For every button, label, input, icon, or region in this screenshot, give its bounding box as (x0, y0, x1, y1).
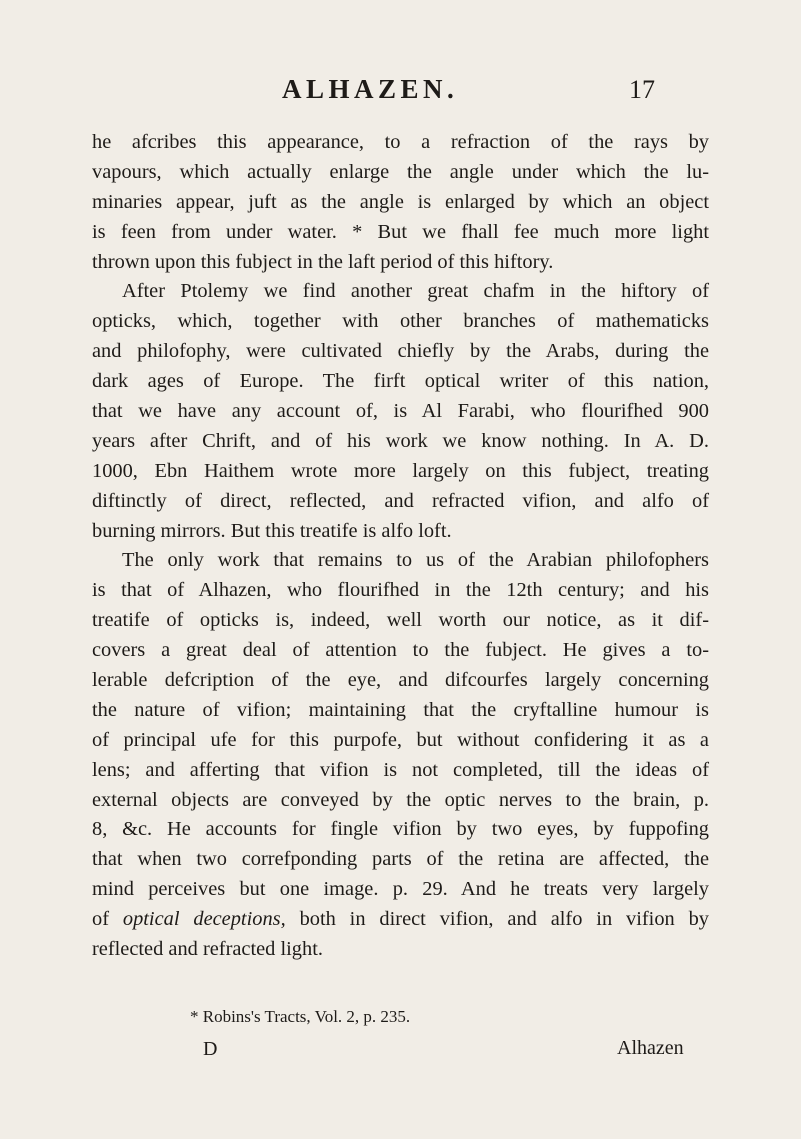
text-line: the nature of vifion; maintaining that the cryftalline humour is (92, 698, 709, 721)
footnote: * Robins's Tracts, Vol. 2, p. 235. (190, 1007, 411, 1026)
running-head (0, 74, 801, 114)
text-line: and philofophy, were cultivated chiefly by the Arabs, during the (92, 340, 709, 363)
text-line: After Ptolemy we find another great chafm in the hiftory of (122, 280, 709, 303)
text-line-mixed (92, 905, 709, 935)
text-segment: of (92, 908, 109, 931)
text-line: 8, &c. He accounts for fingle vifion by two eyes, by fuppofing (92, 818, 709, 841)
text-line: lens; and afferting that vifion is not completed, till the ideas of (92, 758, 709, 781)
text-line: diftinctly of direct, reflected, and refracted vifion, and alfo of (92, 489, 709, 512)
body-text (92, 128, 709, 965)
text-line: The only work that remains to us of the Arabian philofophers (122, 549, 709, 572)
text-line: mind perceives but one image. p. 29. And he treats very largely (92, 878, 709, 901)
text-line: minaries appear, juft as the angle is enlarged by which an object (92, 190, 709, 213)
text-line: lerable defcription of the eye, and difcourfes largely concerning (92, 669, 709, 692)
text-line: of principal ufe for this purpofe, but without confidering it as a (92, 728, 709, 751)
italic-phrase: optical deceptions, (122, 908, 286, 931)
text-line: years after Chrift, and of his work we know nothing. In A. D. (92, 429, 709, 452)
text-line: external objects are conveyed by the optic nerves to the brain, p. (92, 788, 709, 811)
text-line: burning mirrors. But this treatife is alfo loft. (92, 519, 452, 542)
signature-mark: D (203, 1038, 218, 1060)
text-line: 1000, Ebn Haithem wrote more largely on this fubject, treating (92, 459, 709, 482)
text-segment: both in direct vifion, and alfo in vifion by (299, 908, 709, 931)
text-line: opticks, which, together with other branches of mathematicks (92, 310, 709, 333)
text-line: vapours, which actually enlarge the angle under which the lu- (92, 160, 709, 183)
text-line: dark ages of Europe. The firft optical writer of this nation, (92, 370, 709, 393)
text-line: that when two correfponding parts of the retina are affected, the (92, 848, 709, 871)
running-title: ALHAZEN. (282, 74, 459, 104)
text-line: thrown upon this fubject in the laft period of this hiftory. (92, 250, 554, 273)
text-line: is feen from under water. * But we fhall fee much more light (92, 220, 709, 243)
text-line: reflected and refracted light. (92, 938, 323, 961)
catchword: Alhazen (617, 1037, 684, 1059)
page-number: 17 (629, 75, 655, 104)
text-line: covers a great deal of attention to the fubject. He gives a to- (92, 639, 709, 662)
text-line: is that of Alhazen, who flourifhed in the 12th century; and his (92, 579, 709, 602)
text-line: that we have any account of, is Al Farabi, who flourifhed 900 (92, 400, 709, 423)
text-line: treatife of opticks is, indeed, well worth our notice, as it dif- (92, 609, 709, 632)
text-line: he afcribes this appearance, to a refraction of the rays by (92, 131, 709, 153)
